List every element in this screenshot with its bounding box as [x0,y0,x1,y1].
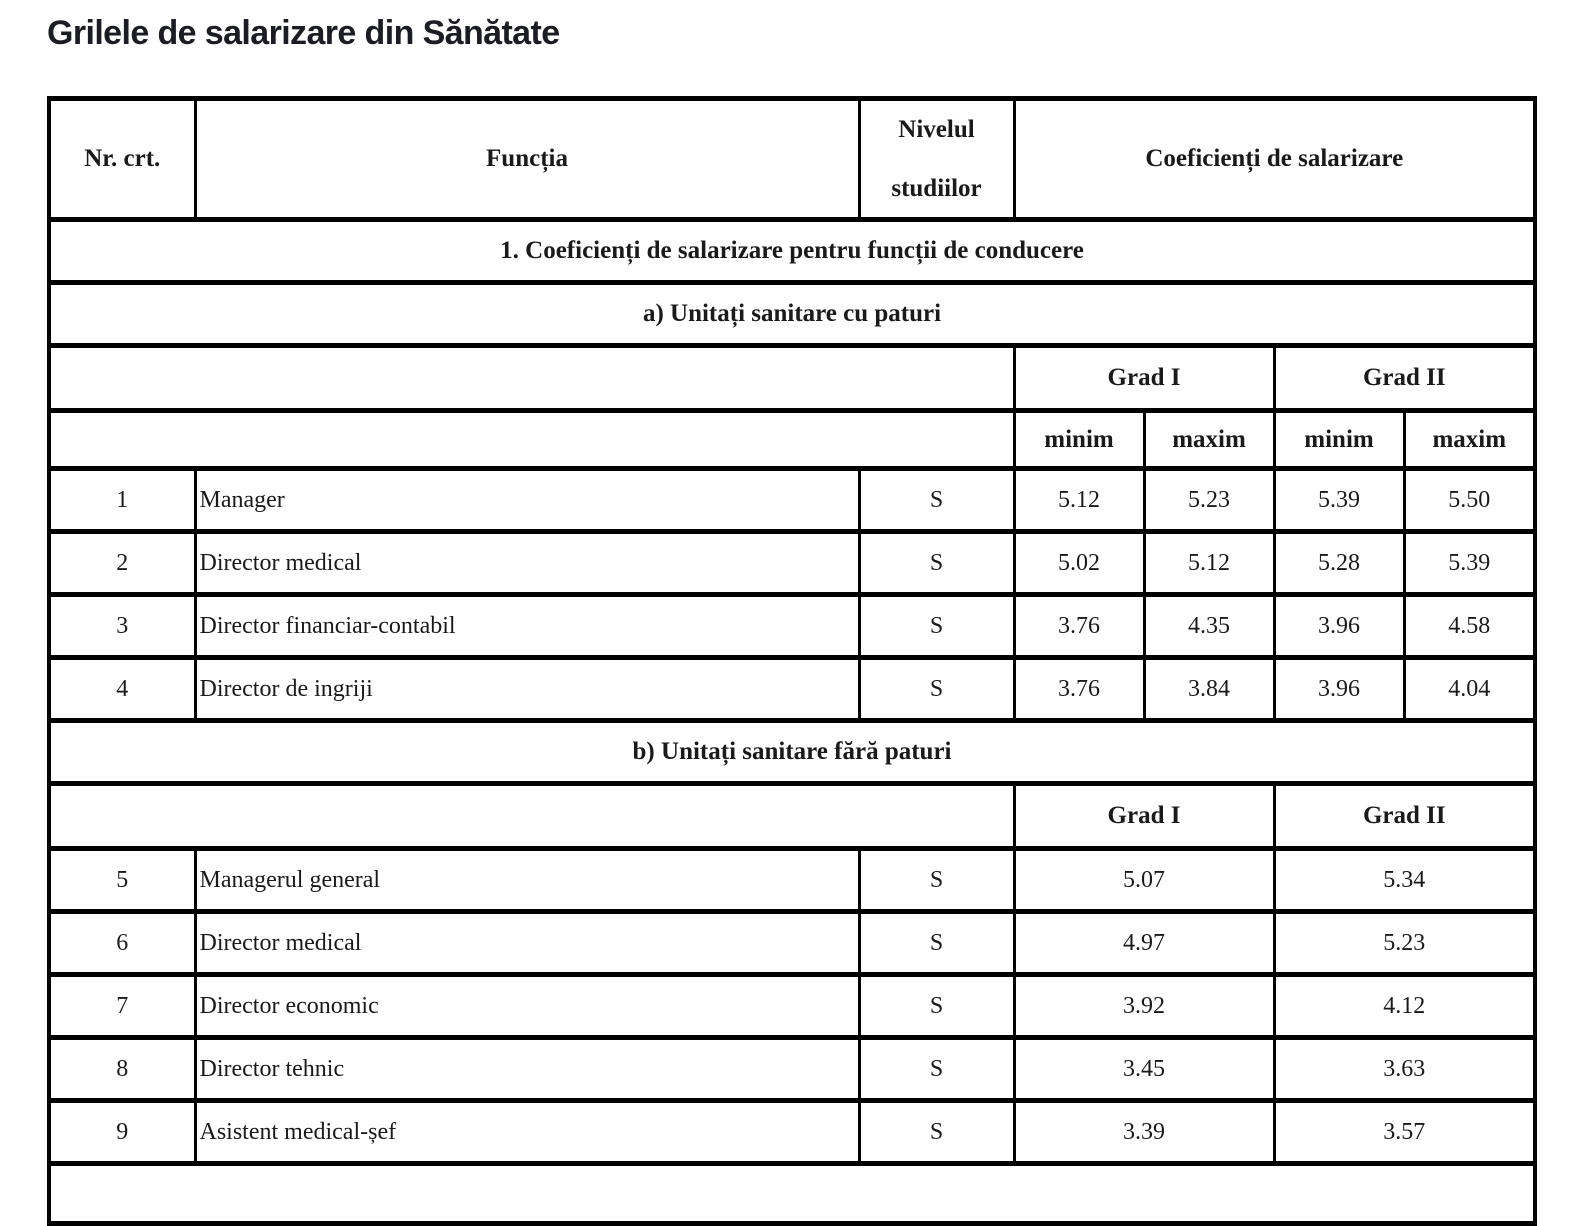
header-nivelul-studiilor [859,99,1014,220]
table-row [49,849,1535,912]
row-grad2: 3.63 [1274,1038,1535,1101]
row-nr: 9 [49,1101,195,1164]
row-grad2: 3.57 [1274,1101,1535,1164]
grad1-maxim-header: maxim [1144,411,1274,469]
row-nivel: S [859,975,1014,1038]
row-functia: Director de ingriji [195,658,859,721]
table-row [49,1101,1535,1164]
row-g2min: 5.39 [1274,469,1404,532]
row-grad2: 5.34 [1274,849,1535,912]
section-1-title: 1. Coeficienți de salarizare pentru funcții de conducere [49,220,1535,283]
grad2-header-b: Grad II [1274,784,1535,849]
row-g2min: 5.28 [1274,532,1404,595]
row-functia: Director tehnic [195,1038,859,1101]
header-nr-crt: Nr. crt. [49,99,195,220]
row-g1min: 3.76 [1014,658,1144,721]
row-functia: Director medical [195,532,859,595]
row-g2max: 4.04 [1404,658,1535,721]
row-nr: 3 [49,595,195,658]
grad-header-row-b [49,784,1535,849]
row-functia: Managerul general [195,849,859,912]
row-nr: 4 [49,658,195,721]
row-nivel: S [859,1038,1014,1101]
header-coeficienti: Coeficienți de salarizare [1014,99,1535,220]
row-nivel: S [859,595,1014,658]
row-nivel: S [859,469,1014,532]
table-row [49,912,1535,975]
row-functia: Director financiar-contabil [195,595,859,658]
empty-cell [49,1164,1535,1224]
row-functia: Manager [195,469,859,532]
grad1-minim-header: minim [1014,411,1144,469]
table-row [49,595,1535,658]
row-g1max: 4.35 [1144,595,1274,658]
header-nivelul-line2: studiilor [891,174,982,202]
row-grad2: 5.23 [1274,912,1535,975]
empty-cell [49,784,1014,849]
header-functia: Funcția [195,99,859,220]
table-row [49,469,1535,532]
row-g1min: 5.12 [1014,469,1144,532]
row-nivel: S [859,912,1014,975]
row-grad1: 5.07 [1014,849,1274,912]
row-grad2: 4.12 [1274,975,1535,1038]
row-g2max: 5.39 [1404,532,1535,595]
grad2-maxim-header: maxim [1404,411,1535,469]
row-nivel: S [859,532,1014,595]
row-g1max: 5.23 [1144,469,1274,532]
table-row [49,1038,1535,1101]
row-g2max: 4.58 [1404,595,1535,658]
table-row [49,658,1535,721]
row-grad1: 3.92 [1014,975,1274,1038]
section-a-row [49,283,1535,346]
grad-header-row-a [49,346,1535,411]
row-g2min: 3.96 [1274,595,1404,658]
row-nr: 2 [49,532,195,595]
section-a-title: a) Unitați sanitare cu paturi [49,283,1535,346]
row-functia: Director medical [195,912,859,975]
empty-cell [49,346,1014,411]
table-header-row [49,99,1535,220]
salary-grid-table [47,96,1537,1226]
row-functia: Director economic [195,975,859,1038]
section-b-row [49,721,1535,784]
row-g1min: 5.02 [1014,532,1144,595]
section-b-title: b) Unitați sanitare fără paturi [49,721,1535,784]
row-grad1: 4.97 [1014,912,1274,975]
grad2-minim-header: minim [1274,411,1404,469]
row-nr: 5 [49,849,195,912]
empty-cell [49,411,1014,469]
row-g2min: 3.96 [1274,658,1404,721]
table-row [49,975,1535,1038]
row-g2max: 5.50 [1404,469,1535,532]
row-g1min: 3.76 [1014,595,1144,658]
row-g1max: 3.84 [1144,658,1274,721]
row-nivel: S [859,849,1014,912]
row-grad1: 3.39 [1014,1101,1274,1164]
row-nr: 7 [49,975,195,1038]
row-g1max: 5.12 [1144,532,1274,595]
row-grad1: 3.45 [1014,1038,1274,1101]
row-nr: 1 [49,469,195,532]
section-1-row [49,220,1535,283]
row-nr: 8 [49,1038,195,1101]
grad1-header-b: Grad I [1014,784,1274,849]
grad2-header-a: Grad II [1274,346,1535,411]
minmax-header-row [49,411,1535,469]
row-nr: 6 [49,912,195,975]
header-nivelul-line1: Nivelul [898,115,975,143]
row-functia: Asistent medical-șef [195,1101,859,1164]
grad1-header-a: Grad I [1014,346,1274,411]
table-row [49,532,1535,595]
page-title: Grilele de salarizare din Sănătate [47,14,560,52]
cutoff-row [49,1164,1535,1224]
row-nivel: S [859,1101,1014,1164]
row-nivel: S [859,658,1014,721]
